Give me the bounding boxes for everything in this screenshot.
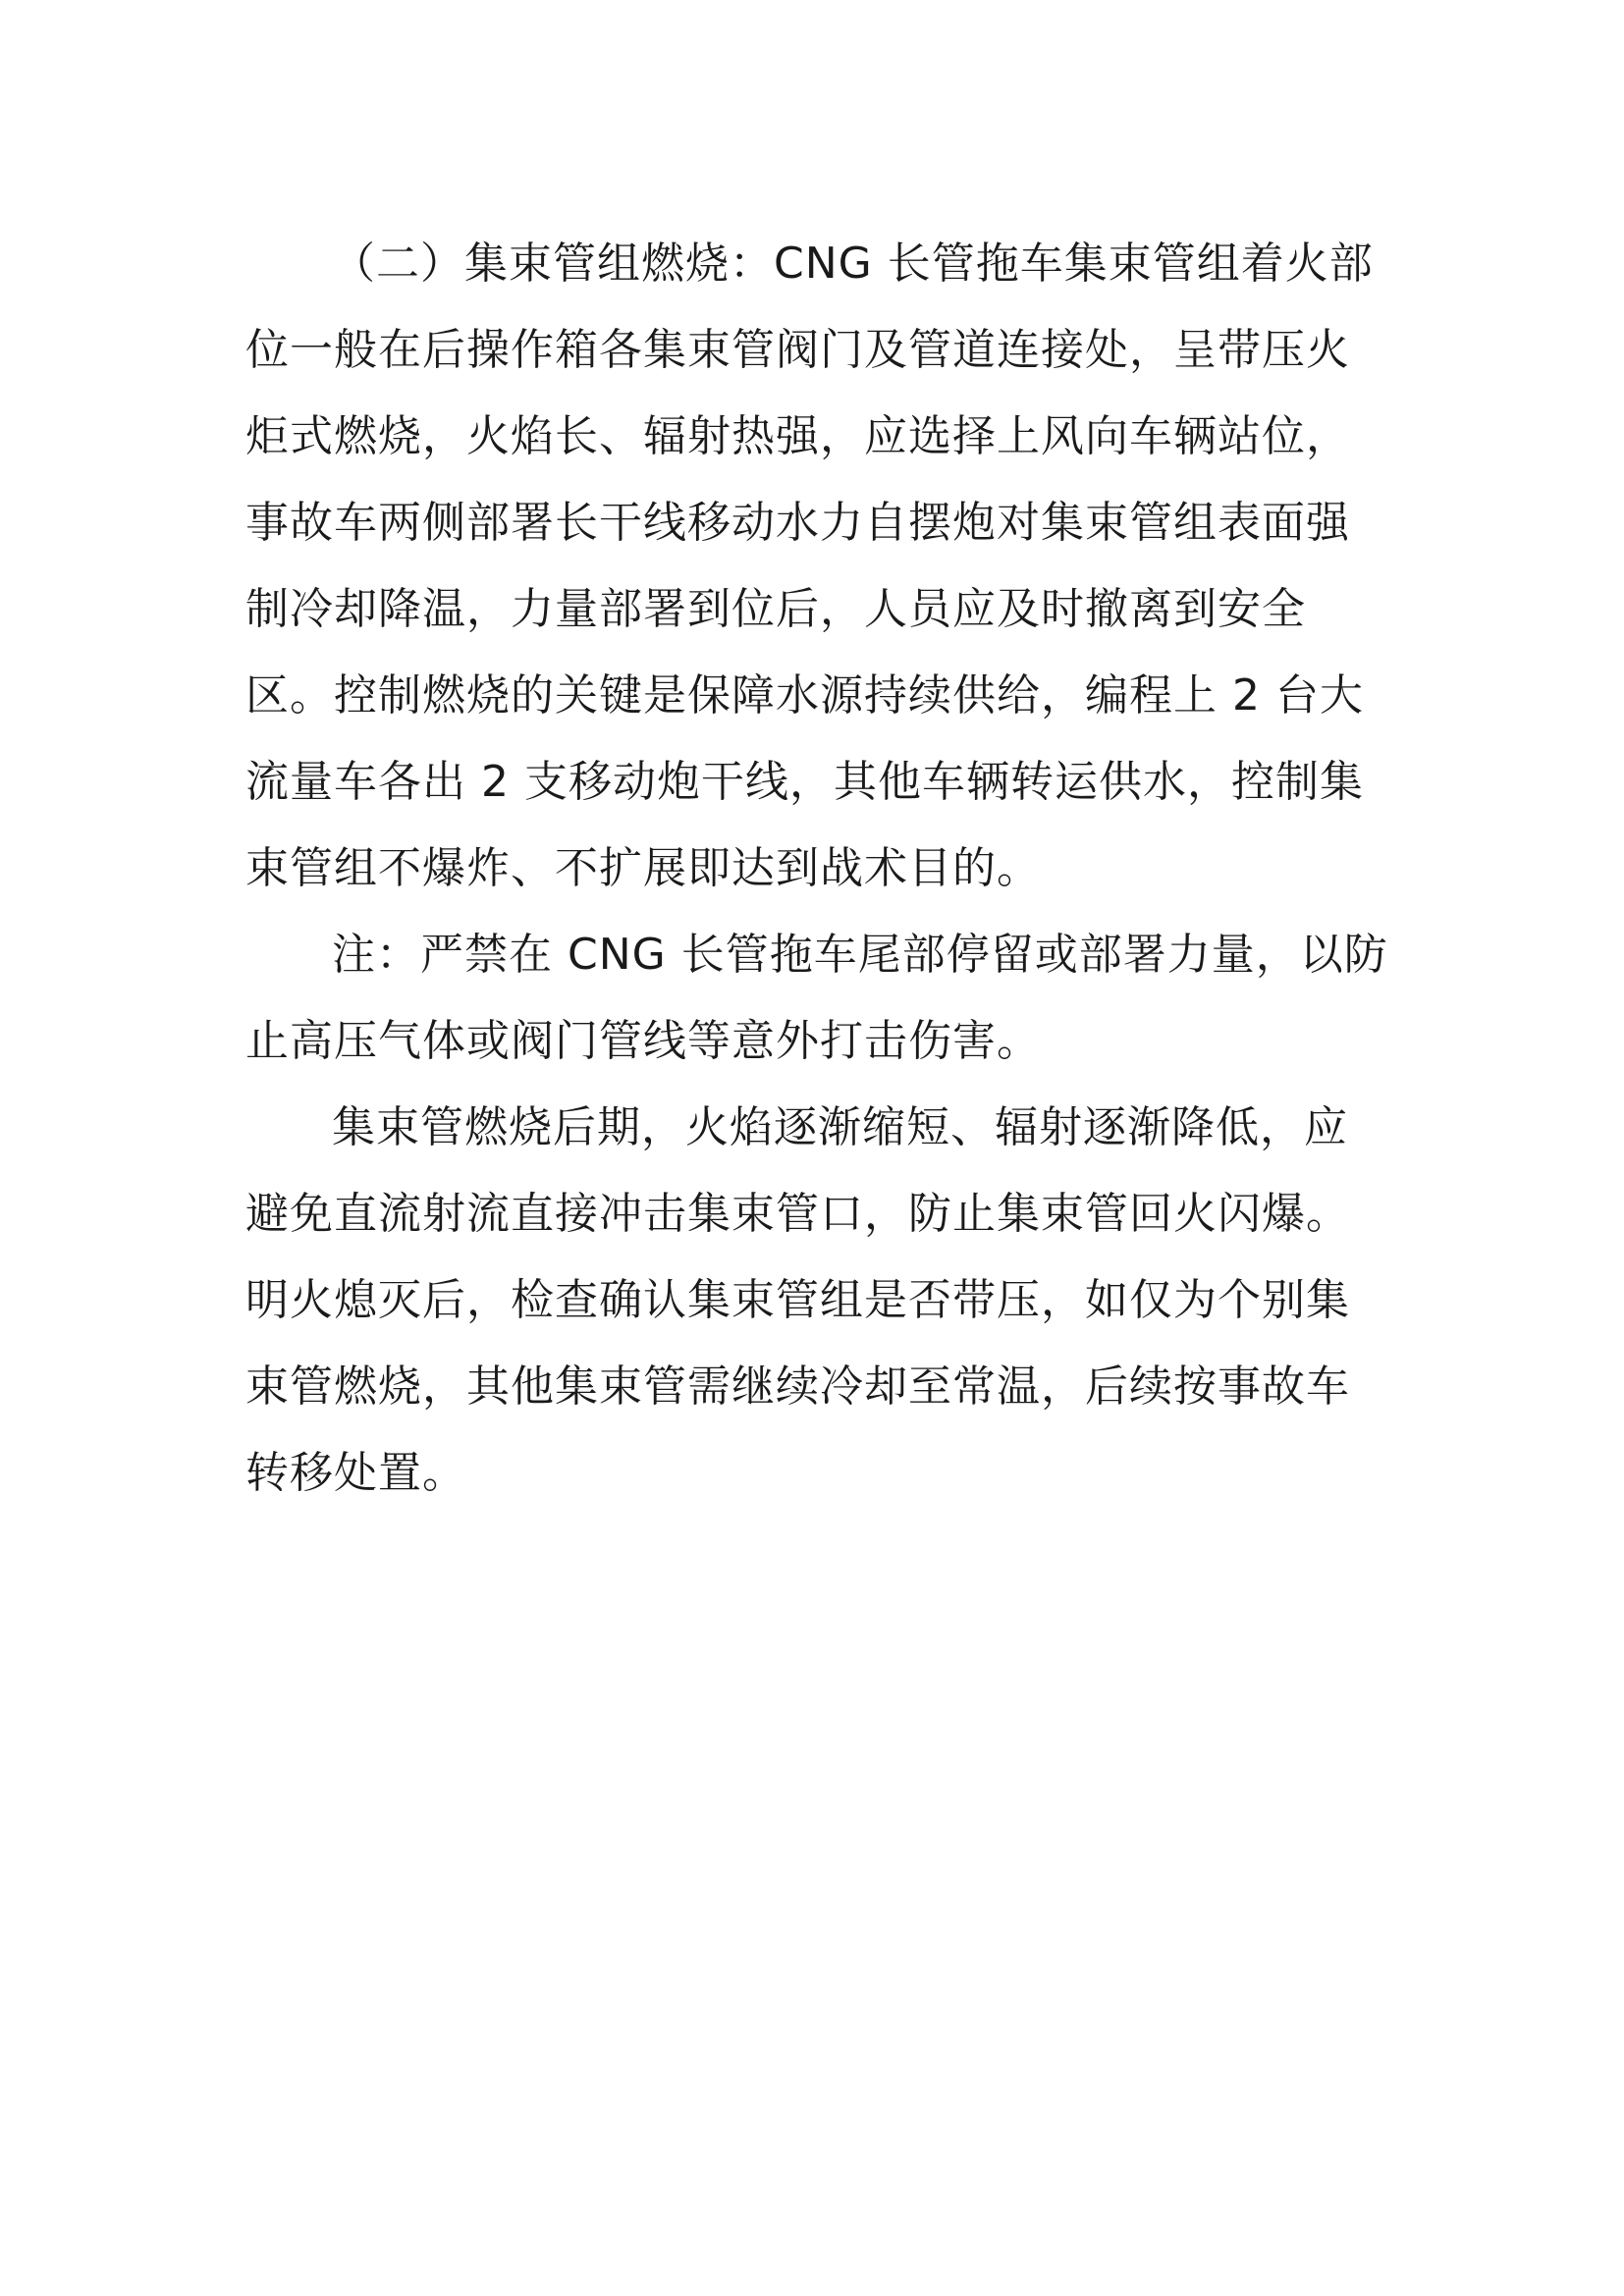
paragraph-1-line-8: 束管组不爆炸、不扩展即达到战术目的。 <box>245 843 1041 893</box>
note-line-2: 止高压气体或阀门管线等意外打击伤害。 <box>245 1016 1041 1066</box>
paragraph-2-line-2: 避免直流射流直接冲击集束管口，防止集束管回火闪爆。 <box>245 1189 1350 1239</box>
note-line-1: 注：严禁在 CNG 长管拖车尾部停留或部署力量，以防 <box>332 930 1388 980</box>
paragraph-1-line-7: 流量车各出 2 支移动炮干线，其他车辆转运供水，控制集 <box>245 757 1364 807</box>
document-body <box>245 221 1388 1517</box>
paragraph-2-line-5: 转移处置。 <box>245 1448 466 1498</box>
paragraph-1-line-4: 事故车两侧部署长干线移动水力自摆炮对集束管组表面强 <box>245 498 1350 548</box>
paragraph-2-line-3: 明火熄灭后，检查确认集束管组是否带压，如仅为个别集 <box>245 1275 1350 1325</box>
paragraph-2-line-1: 集束管燃烧后期，火焰逐渐缩短、辐射逐渐降低，应 <box>332 1102 1348 1152</box>
paragraph-1-line-6: 区。控制燃烧的关键是保障水源持续供给，编程上 2 台大 <box>245 670 1364 721</box>
paragraph-1-line-3: 炬式燃烧，火焰长、辐射热强，应选择上风向车辆站位， <box>245 411 1350 461</box>
paragraph-1-line-5: 制冷却降温，力量部署到位后，人员应及时撤离到安全 <box>245 584 1306 634</box>
paragraph-1-line-2: 位一般在后操作箱各集束管阀门及管道连接处，呈带压火 <box>245 325 1350 375</box>
paragraph-1-line-1: （二）集束管组燃烧：CNG 长管拖车集束管组着火部 <box>332 239 1374 289</box>
paragraph-2-line-4: 束管燃烧，其他集束管需继续冷却至常温，后续按事故车 <box>245 1362 1350 1412</box>
